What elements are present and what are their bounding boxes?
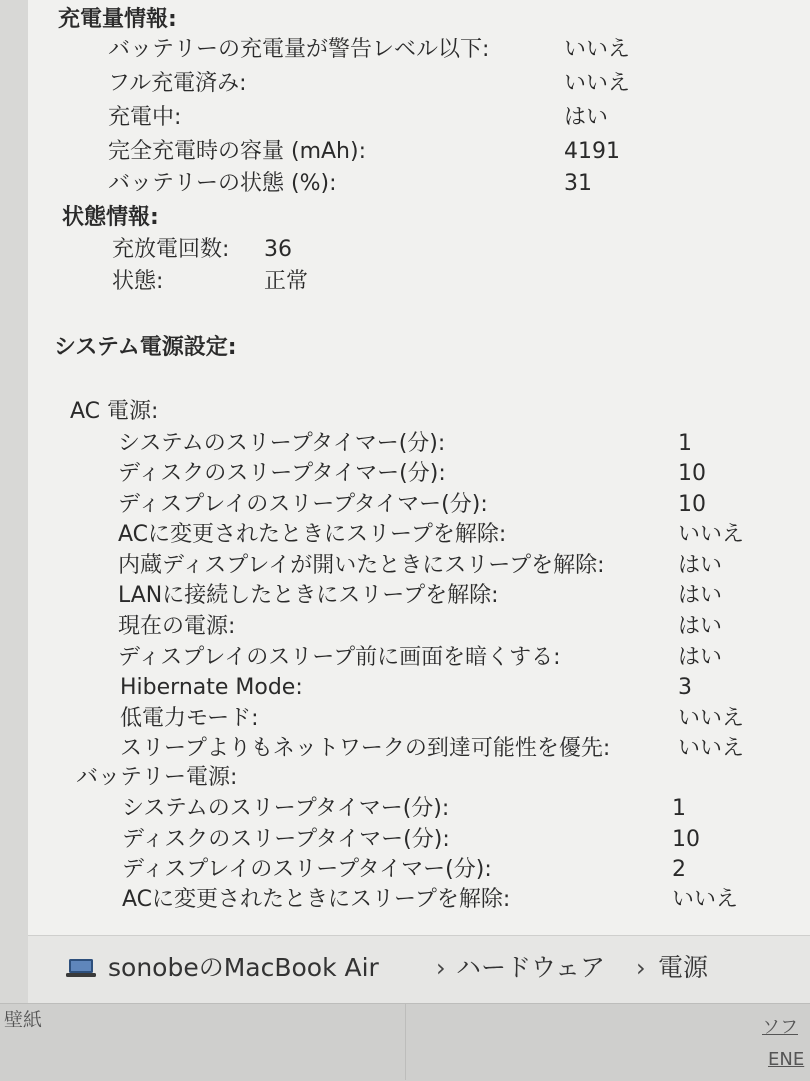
info-label: バッテリーの充電量が警告レベル以下: xyxy=(108,37,490,62)
setting-label: ディスプレイのスリープタイマー(分): xyxy=(118,492,488,517)
setting-label: ディスプレイのスリープタイマー(分): xyxy=(122,857,492,882)
laptop-icon xyxy=(66,958,96,978)
battery-power-header: バッテリー電源: xyxy=(76,765,238,790)
setting-value: いいえ xyxy=(672,887,739,912)
info-value: はい xyxy=(564,105,609,130)
info-value: 36 xyxy=(264,237,292,262)
setting-label: 低電力モード: xyxy=(120,706,259,731)
info-value: いいえ xyxy=(564,37,631,62)
setting-label: ディスクのスリープタイマー(分): xyxy=(118,461,446,486)
wallpaper-label[interactable]: 壁紙 xyxy=(4,1009,43,1031)
setting-value: 10 xyxy=(672,827,700,852)
system-power-header: システム電源設定: xyxy=(54,335,237,360)
breadcrumb-item-computer[interactable]: sonobeのMacBook Air xyxy=(108,953,379,982)
setting-label: ACに変更されたときにスリープを解除: xyxy=(122,887,511,912)
software-link[interactable]: ソフ xyxy=(762,1017,798,1038)
breadcrumb-separator: › xyxy=(436,954,446,982)
setting-value: 1 xyxy=(678,431,692,456)
setting-label: 内蔵ディスプレイが開いたときにスリープを解除: xyxy=(118,553,605,578)
setting-label: スリープよりもネットワークの到達可能性を優先: xyxy=(120,736,611,761)
setting-label: システムのスリープタイマー(分): xyxy=(118,431,446,456)
info-label: 状態: xyxy=(112,269,164,294)
info-value: 4191 xyxy=(564,139,620,164)
setting-label: 現在の電源: xyxy=(118,614,236,639)
setting-label: システムのスリープタイマー(分): xyxy=(122,796,450,821)
charge-info-header: 充電量情報: xyxy=(58,7,177,32)
energy-link[interactable]: ENE xyxy=(768,1049,805,1070)
setting-label: Hibernate Mode: xyxy=(120,675,303,700)
setting-value: いいえ xyxy=(678,522,745,547)
setting-value: いいえ xyxy=(678,706,745,731)
info-label: 充電中: xyxy=(108,105,182,130)
info-label: 充放電回数: xyxy=(112,237,230,262)
ac-power-header: AC 電源: xyxy=(70,399,159,424)
info-label: 完全充電時の容量 (mAh): xyxy=(108,139,366,164)
setting-label: ディスクのスリープタイマー(分): xyxy=(122,827,450,852)
status-info-header: 状態情報: xyxy=(62,205,159,230)
setting-value: 1 xyxy=(672,796,686,821)
setting-value: はい xyxy=(678,645,723,670)
breadcrumb-item-hardware[interactable]: ハードウェア xyxy=(456,953,606,982)
setting-value: いいえ xyxy=(678,736,745,761)
setting-value: 10 xyxy=(678,492,706,517)
setting-label: ディスプレイのスリープ前に画面を暗くする: xyxy=(118,645,561,670)
setting-value: 2 xyxy=(672,857,686,882)
info-label: フル充電済み: xyxy=(108,71,247,96)
setting-value: はい xyxy=(678,553,723,578)
breadcrumb-item-power[interactable]: 電源 xyxy=(658,953,709,982)
breadcrumb-separator: › xyxy=(636,954,646,982)
setting-value: 10 xyxy=(678,461,706,486)
setting-value: 3 xyxy=(678,675,692,700)
setting-label: ACに変更されたときにスリープを解除: xyxy=(118,522,507,547)
info-value: 正常 xyxy=(264,269,309,294)
setting-value: はい xyxy=(678,583,723,608)
pane-divider xyxy=(405,1003,406,1080)
info-label: バッテリーの状態 (%): xyxy=(108,171,337,196)
setting-value: はい xyxy=(678,614,723,639)
setting-label: LANに接続したときにスリープを解除: xyxy=(118,583,499,608)
info-value: いいえ xyxy=(564,71,631,96)
info-value: 31 xyxy=(564,171,592,196)
